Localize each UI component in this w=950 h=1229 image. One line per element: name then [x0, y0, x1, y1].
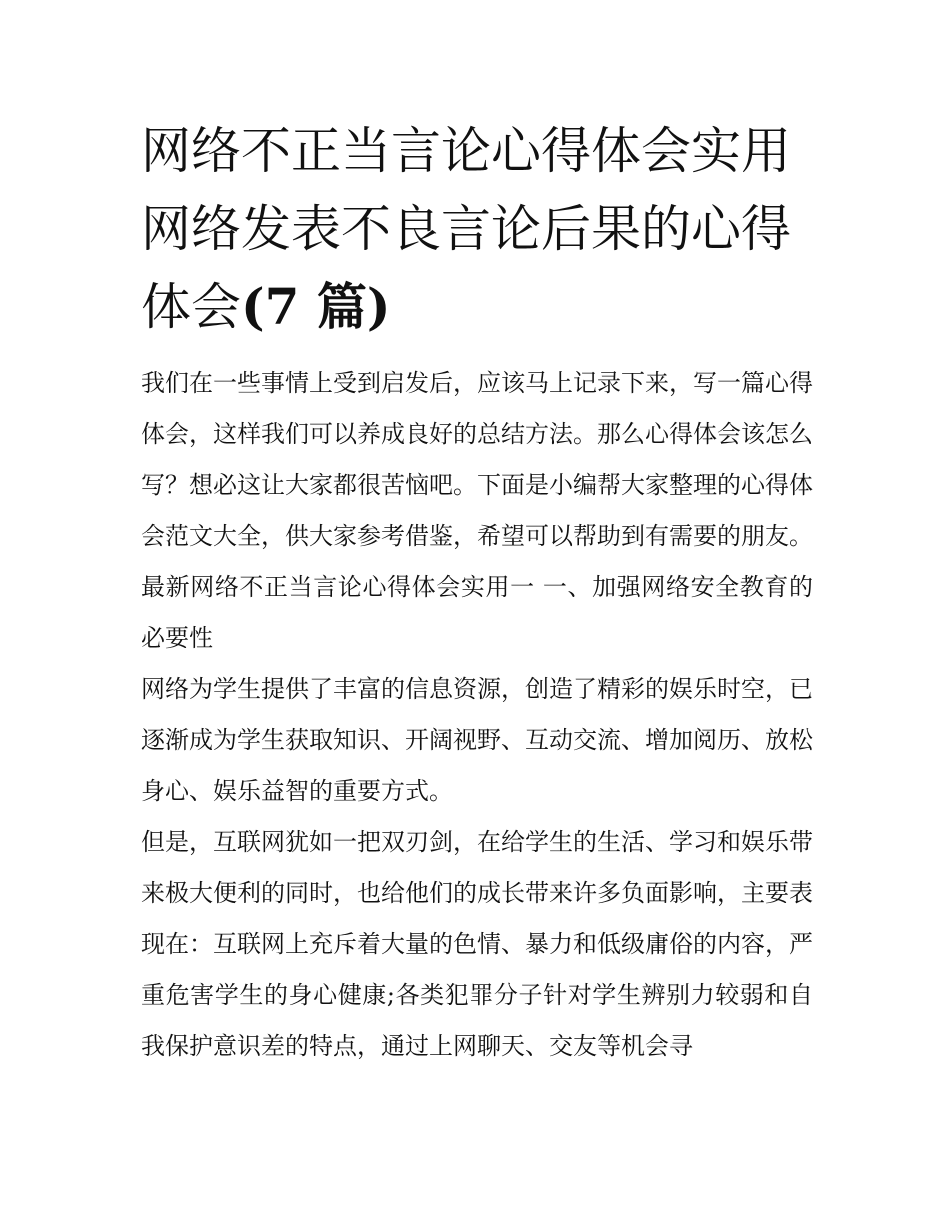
intro-paragraph: 我们在一些事情上受到启发后，应该马上记录下来，写一篇心得体会，这样我们可以养成良好的总结方法。那么心得体会该怎么写？想必这让大家都很苦恼吧。下面是小编帮大家整理的心得体会范文大全，供大家参考借鉴，希望可以帮助到有需要的朋友。	[141, 369, 813, 550]
document-body	[141, 112, 813, 1072]
document-title-count: (7 篇)	[241, 277, 391, 336]
document-title-text: 网络不正当言论心得体会实用网络发表不良言论后果的心得体会	[141, 122, 791, 336]
document-title	[141, 112, 813, 346]
body-paragraph: 网络为学生提供了丰富的信息资源，创造了精彩的娱乐时空，已逐渐成为学生获取知识、开阔视野、互动交流、增加阅历、放松身心、娱乐益智的重要方式。	[141, 675, 813, 805]
section-heading: 最新网络不正当言论心得体会实用一 一、加强网络安全教育的必要性	[141, 573, 813, 652]
body-paragraph: 但是，互联网犹如一把双刃剑，在给学生的生活、学习和娱乐带来极大便利的同时，也给他们的成长带来许多负面影响，主要表现在：互联网上充斥着大量的色情、暴力和低级庸俗的内容，严重危害学生的身心健康;各类犯罪分子针对学生辨别力较弱和自我保护意识差的特点，通过上网聊天、交友等机会寻	[141, 828, 813, 1060]
